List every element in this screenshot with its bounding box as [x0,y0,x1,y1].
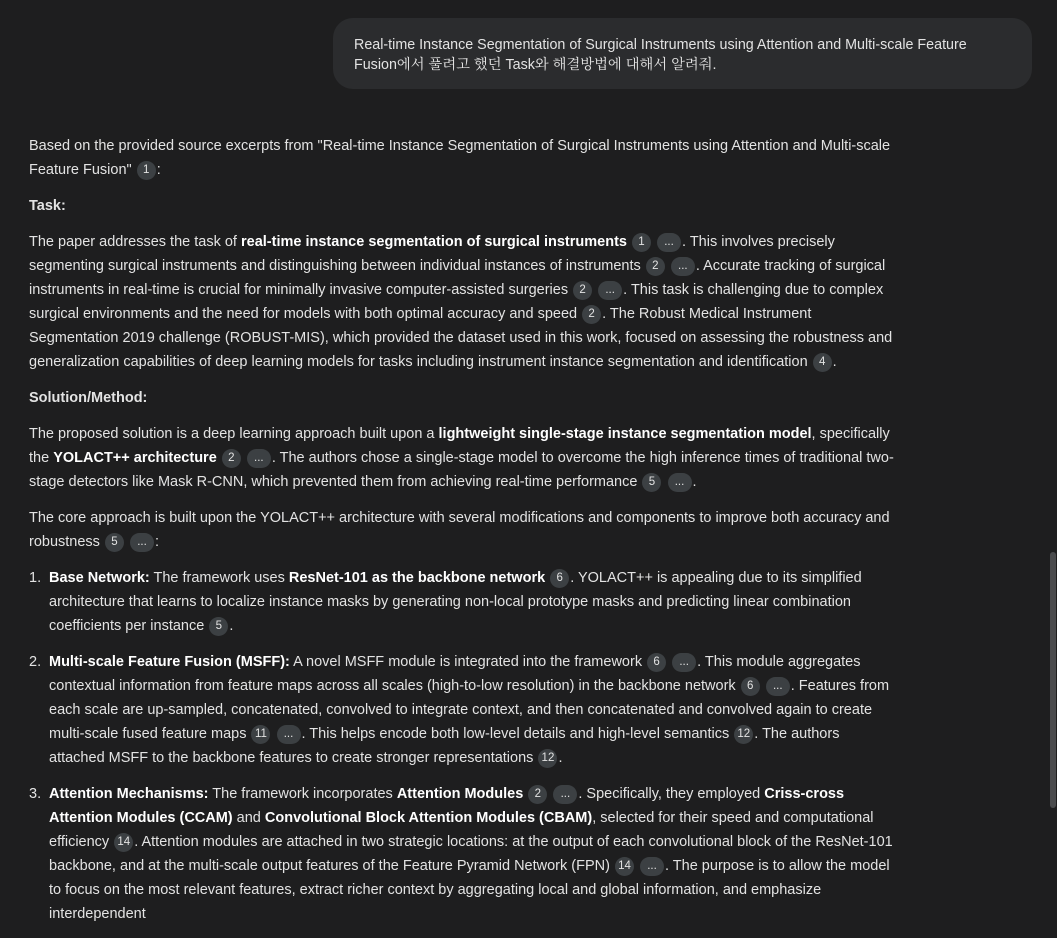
solution-paragraph-1: The proposed solution is a deep learning approach built upon a lightweight single-stage instance segmentation model, specifically the YOLACT++ architecture 2 ... . The authors chose a single-stage model to overcome the high inference times of traditional two-stage detectors like Mask R-CNN, which prevented them from achieving real-time performance 5 ... . [29,426,894,490]
task-paragraph: The paper addresses the task of real-time instance segmentation of surgical instruments 1 ... . This involves precisely segmenting surgical instruments and distinguishing between individual instances of instruments 2 ... . Accurate tracking of surgical instruments in real-time is crucial for minimally invasive computer-assisted surgeries 2 ... . This task is challenging due to complex surgical environments and the need for models with both optimal accuracy and speed 2 . The Robust Medical Instrument Segmentation 2019 challenge (ROBUST-MIS), which provided the dataset used in this work, focused on assessing the robustness and generalization capabilities of deep learning models for tasks including instrument instance segmentation and identification 4 . [29,234,893,370]
citation-more-chip[interactable]: ... [671,257,695,276]
citation-chip[interactable]: 12 [734,725,753,744]
citation-chip[interactable]: 12 [538,749,557,768]
citation-more-chip[interactable]: ... [247,449,271,468]
citation-chip[interactable]: 2 [582,305,601,324]
citation-chip[interactable]: 4 [813,353,832,372]
citation-more-chip[interactable]: ... [553,785,577,804]
citation-chip[interactable]: 14 [615,857,634,876]
citation-more-chip[interactable]: ... [766,677,790,696]
citation-chip[interactable]: 2 [646,257,665,276]
citation-chip[interactable]: 5 [642,473,661,492]
list-item: 2. Multi-scale Feature Fusion (MSFF): A novel MSFF module is integrated into the framework 6 ... . This module aggregates contextual information from feature maps across all scales (high-to-low resolution) in the backbone network 6 ... . Features from each scale are up-sampled, concatenated, convolved to integrate context, and then concatenated and convolved again to create multi-scale fused feature maps 11 ... . This helps encode both low-level details and high-level semantics 12 . The authors attached MSFF to the backbone features to create stronger representations 12 . [49,650,899,770]
citation-chip[interactable]: 2 [528,785,547,804]
citation-chip[interactable]: 11 [251,725,270,744]
assistant-response [29,134,899,938]
citation-more-chip[interactable]: ... [668,473,692,492]
list-number: 3. [29,786,42,802]
list-item: 1. Base Network: The framework uses ResNet-101 as the backbone network 6 . YOLACT++ is appealing due to its simplified architecture that learns to localize instance masks by generating non-local prototype masks and predicting linear combination coefficients per instance 5 . [49,566,899,638]
citation-more-chip[interactable]: ... [277,725,301,744]
list-item: 3. Attention Mechanisms: The framework incorporates Attention Modules 2 ... . Specifically, they employed Criss-cross Attention Modules (CCAM) and Convolutional Block Attention Modules (CBAM), selected for their speed and computational efficiency 14 . Attention modules are attached in two strategic locations: at the output of each convolutional block of the ResNet-101 backbone, and at the multi-scale output features of the Feature Pyramid Network (FPN) 14 ... . The purpose is to allow the model to focus on the most relevant features, extract richer context by aggregating local and global information, and emphasize interdependent [49,782,899,926]
citation-more-chip[interactable]: ... [640,857,664,876]
user-message-bubble [333,18,1032,89]
citation-chip[interactable]: 2 [573,281,592,300]
scrollbar[interactable] [1048,0,1057,896]
citation-chip[interactable]: 6 [741,677,760,696]
citation-more-chip[interactable]: ... [598,281,622,300]
citation-chip[interactable]: 5 [105,533,124,552]
method-list [29,566,899,926]
scrollbar-thumb[interactable] [1050,552,1056,808]
citation-more-chip[interactable]: ... [657,233,681,252]
intro-paragraph: Based on the provided source excerpts from "Real-time Instance Segmentation of Surgical Instruments using Attention and Multi-scale Feature Fusion" 1 : [29,138,891,178]
citation-chip[interactable]: 1 [137,161,156,180]
solution-paragraph-2: The core approach is built upon the YOLACT++ architecture with several modifications and components to improve both accuracy and robustness 5 ... : [29,510,890,550]
citation-chip[interactable]: 14 [114,833,133,852]
user-message-text: Real-time Instance Segmentation of Surgical Instruments using Attention and Multi-scale Feature Fusion에서 풀려고 했던 Task와 해결방법에 대해서 알려줘. [354,37,967,73]
solution-heading: Solution/Method: [29,390,148,406]
task-heading: Task: [29,198,66,214]
citation-chip[interactable]: 5 [209,617,228,636]
citation-chip[interactable]: 6 [550,569,569,588]
list-number: 2. [29,654,42,670]
citation-chip[interactable]: 6 [647,653,666,672]
citation-chip[interactable]: 1 [632,233,651,252]
citation-more-chip[interactable]: ... [672,653,696,672]
citation-chip[interactable]: 2 [222,449,241,468]
list-number: 1. [29,570,42,586]
citation-more-chip[interactable]: ... [130,533,154,552]
